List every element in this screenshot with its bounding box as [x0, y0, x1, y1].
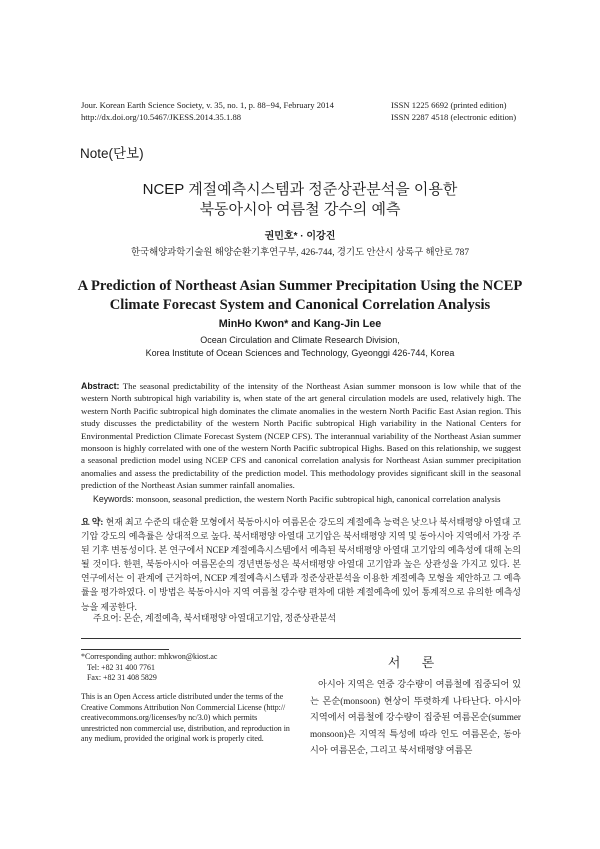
affiliation-english	[0, 334, 600, 360]
abstract-label: Abstract:	[81, 381, 120, 391]
title-korean-line2: 북동아시아 여름철 강수의 예측	[199, 201, 401, 218]
korean-abstract-text: 현재 최고 수준의 대순환 모형에서 북동아시아 여름몬순 강도의 계절예측 능력은 낮으나 북서태평양 아열대 고기압 강도의 예측률은 상대적으로 높다. 북서태평양 아열대 고기압은 북서태평양 지역 및 동아시아 지역에서 가장 주된 기후 변동성이다. 본 연구에서 NCEP 계절예측시스템에서 예측된 북서태평양 아열대 고기압의 예측성에 대해 논의될 것이다. 한편, 북동아시아 여름몬순의 경년변동성은 북서태평양 아열대 고기압과 높은 상관성을 가지고 있다. 본 연구에서는 이 관계에 근거하여, NCEP 계절예측시스템과 정준상관분석을 이용한 계절예측 모형을 제안하고 그 예측률을 평가하였다. 이 방법은 북동아시아 지역 여름철 강수량 편차에 대한 계절예측에 있어 통계적으로 유의한 예측성능을 제공한다.	[81, 517, 521, 612]
affiliation-korean: 한국해양과학기술원 해양순환기후연구부, 426-744, 경기도 안산시 상록구 해안로 787	[130, 248, 470, 258]
issn-electronic: ISSN 2287 4518 (electronic edition)	[391, 112, 517, 122]
title-english-line2: Climate Forecast System and Canonical Correlation Analysis	[109, 297, 491, 313]
abstract-text: The seasonal predictability of the intensity of the Northeast Asian summer monsoon is low while that of the western North subtropical high variability is, when state of the art general circulation models are used, relatively high. The western North Pacific subtropical high dominates the climate anomalies in the western North Pacific East Asian region. This study discusses the predictability of the western North Pacific subtropical High variability in the National Centers for Environmental Prediction Climate Forecast System (NCEP CFS). The interannual variability of the Northeast Asian summer monsoon is highly correlated with one of the western North Pacific subtropical Highs. Based on this relationship, we suggest a seasonal prediction model using NCEP CFS and canonical correlation analysis for Northeast Asian summer precipitation anomalies and assess the predictability of the prediction model. This methodology provides significant skill in the seasonal prediction of the Northeast Asian summer rainfall anomalies.	[81, 381, 522, 491]
authors-english: MinHo Kwon* and Kang-Jin Lee	[218, 318, 382, 330]
issn-print: ISSN 1225 6692 (printed edition)	[391, 100, 507, 110]
authors-korean: 권민호* · 이강진	[264, 231, 336, 242]
title-korean	[0, 180, 600, 220]
korean-abstract	[81, 515, 521, 614]
keywords	[93, 494, 521, 504]
affiliation-english-line1: Ocean Circulation and Climate Research Division,	[200, 335, 400, 345]
affiliation-english-line2: Korea Institute of Ocean Sciences and Technology, Gyeonggi 426-744, Korea	[145, 348, 455, 358]
section-divider	[81, 638, 521, 639]
korean-keywords-text: 몬순, 계절예측, 북서태평양 아열대고기압, 정준상관분석	[123, 613, 337, 623]
phone-number: Tel: +82 31 400 7761	[87, 662, 155, 672]
article-type-label: Note(단보)	[80, 146, 144, 161]
abstract	[81, 380, 521, 492]
korean-keywords	[93, 611, 521, 624]
korean-keywords-label: 주요어:	[93, 613, 122, 623]
issn-block	[391, 99, 516, 123]
journal-line: Jour. Korean Earth Science Society, v. 35, no. 1, p. 88−94, February 2014	[81, 100, 334, 110]
license-notice: This is an Open Access article distributed under the terms of the Creative Commons Attribution Non Commercial License (http:// creativecommons.org/licenses/by nc/3.0) which permits unrestricted non commercial use, distribution, and reproduction in any medium, provided the original work is properly cited.	[81, 692, 290, 744]
section-heading-introduction: 서 론	[387, 655, 444, 670]
introduction-paragraph: 아시아 지역은 연중 강수량이 여름철에 집중되어 있는 몬순(monsoon) 현상이 뚜렷하게 나타난다. 아시아 지역에서 여름철에 강수량이 집중된 여름몬순(summer monsoon)은 지역적 특성에 따라 인도 여름몬순, 동아시아 여름몬순, 그리고 북서태평양 여름몬	[310, 679, 521, 755]
corresponding-author-email[interactable]: *Corresponding author: mhkwon@kiost.ac	[81, 652, 218, 661]
doi-link[interactable]: http://dx.doi.org/10.5467/JKESS.2014.35.1.88	[81, 112, 242, 122]
fax-number: Fax: +82 31 408 5829	[87, 673, 157, 683]
title-korean-line1: NCEP 계절예측시스템과 정준상관분석을 이용한	[142, 181, 458, 198]
keywords-label: Keywords:	[93, 494, 134, 504]
title-english-line1: A Prediction of Northeast Asian Summer Precipitation Using the NCEP	[77, 278, 523, 294]
corresponding-author-footnote	[81, 652, 293, 684]
keywords-text: monsoon, seasonal prediction, the western North Pacific subtropical high, canonical correlation analysis	[136, 494, 501, 504]
title-english	[0, 277, 600, 315]
journal-citation	[81, 99, 334, 123]
korean-abstract-label: 요 약:	[81, 517, 104, 527]
footnote-rule	[81, 649, 169, 650]
